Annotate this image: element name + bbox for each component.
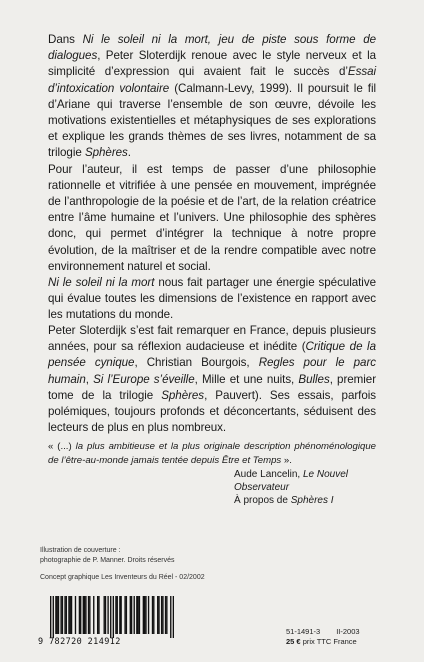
quote-about <box>48 494 376 507</box>
barcode-bar <box>110 596 111 638</box>
quote-lead: « (...) <box>48 441 76 452</box>
price-line <box>286 637 376 647</box>
barcode-bar <box>134 596 135 634</box>
barcode-bar <box>113 596 114 638</box>
barcode-bar <box>139 596 140 634</box>
text-run: , Christian Bourgois, <box>134 356 259 370</box>
book-title: Regles pour le parc humain <box>48 356 376 386</box>
barcode-bar <box>64 596 65 634</box>
book-code: 51-1491-3 <box>286 627 321 636</box>
barcode-bar <box>68 596 69 634</box>
design-credit: Concept graphique Les Inventeurs du Réel - 02/2002 <box>40 574 205 581</box>
barcode-bar <box>57 596 58 634</box>
barcode-bar <box>89 596 90 634</box>
quote-trail: ». <box>281 455 292 466</box>
barcode-bar <box>165 596 166 634</box>
barcode-bar <box>71 596 72 634</box>
barcode-bar <box>145 596 146 634</box>
barcode-bar <box>157 596 158 634</box>
barcode-bar <box>153 596 154 634</box>
press-quote <box>48 440 376 507</box>
text-run: Peter Sloterdijk s’est fait remarquer en France, depuis plusieurs années, pour sa réflexion audacieuse et inédite ( <box>48 324 376 354</box>
barcode-bar <box>173 596 174 638</box>
book-title: Sphères I <box>290 495 334 506</box>
barcode-bar <box>84 596 85 634</box>
barcode-bar <box>162 596 163 634</box>
barcode-bar <box>161 596 162 634</box>
barcode-bar <box>80 596 81 634</box>
barcode-bar <box>144 596 145 634</box>
text-run: (Calmann-Levy, 1999). Il poursuit le fil d’Ariane qui traverse l’ensemble de son œuvre, dévoile les motivations existentielles et métaphysiques de ses explorations et explique les grands thèmes de ses livres, notamment de sa trilogie <box>48 81 376 160</box>
quote-publication: Le Nouvel Observateur <box>234 469 348 493</box>
text-run: , <box>85 372 94 386</box>
barcode-bar <box>53 596 54 638</box>
barcode-bar <box>166 596 167 634</box>
barcode-bars <box>50 596 174 638</box>
quote-body: la plus ambitieuse et la plus originale description phénoménologique de l’être-au-monde jamais tentée depuis Être et Temps <box>48 441 376 466</box>
book-code-line <box>286 627 376 637</box>
book-title: Ni le soleil ni la mort <box>48 276 155 290</box>
barcode-bar <box>136 596 137 634</box>
barcode-bar <box>124 596 125 634</box>
barcode-bar <box>55 596 56 634</box>
text-run: À propos de <box>234 495 291 506</box>
book-title: Critique de la pensée cynique <box>48 340 376 370</box>
text-run: , Pauvert). Ses essais, parfois polémiques, toujours profonds et déconcertants, séduisent des lecteurs de plus en plus nombreux. <box>48 388 376 435</box>
barcode-bar <box>66 596 67 634</box>
book-title: Sphères <box>84 146 128 160</box>
paragraph-philosophy: Pour l’auteur, il est temps de passer d’une philosophie rationnelle et vitrifiée à une pensée en mouvement, imprégnée de l’anthropologie de la poésie et de l’art, de la relation créatrice entre l’âme humaine et l’univers. Une philosophie des sphères donc, qui permet d’intégrer la technique à notre propre évolution, de la maîtriser et de la rendre compatible avec notre environnement naturel et social. <box>48 162 376 273</box>
text-run: Dans <box>48 33 83 46</box>
barcode-bar <box>79 596 80 634</box>
barcode-bar <box>143 596 144 634</box>
barcode-bar <box>105 596 106 634</box>
barcode-bar <box>88 596 89 634</box>
barcode-bar <box>104 596 105 634</box>
barcode-bar <box>85 596 86 634</box>
barcode-bar <box>131 596 132 634</box>
price-label: prix TTC France <box>300 637 357 646</box>
price-amount: 25 € <box>286 637 301 646</box>
barcode-bar <box>120 596 121 634</box>
barcode-bar <box>152 596 153 634</box>
author-section <box>48 323 376 436</box>
barcode-bar <box>70 596 71 634</box>
barcode-bar <box>170 596 171 638</box>
barcode-bar <box>130 596 131 634</box>
barcode-digits: 9 782720 214912 <box>38 637 121 647</box>
book-title: Ni le soleil ni la mort, jeu de piste sous forme de dialogues <box>48 33 377 63</box>
barcode-bar <box>50 596 51 638</box>
barcode-bar <box>98 596 99 634</box>
text-run: , premier tome de la trilogie <box>48 372 377 402</box>
text-run: nous fait partager une énergie spéculative qui évalue toutes les dimensions de l’existence en rapport avec les mutations du monde. <box>48 276 376 322</box>
credit-line: Illustration de couverture : <box>40 547 121 554</box>
print-date: II-2003 <box>336 627 360 636</box>
barcode-bar <box>137 596 138 634</box>
quote-author: Aude Lancelin, <box>234 469 303 480</box>
barcode-bar <box>83 596 84 634</box>
book-title: Essai d’intoxication volontaire <box>48 65 376 95</box>
text-run: , Peter Sloterdijk renoue avec le style nerveux et la simplicité d’expression qui avaient fait le succès d’ <box>48 49 376 79</box>
price-box <box>286 627 376 647</box>
barcode-bar <box>115 596 116 634</box>
illustration-credits <box>40 546 175 566</box>
barcode-bar <box>107 596 108 634</box>
barcode-bar <box>158 596 159 634</box>
description-section <box>48 32 376 324</box>
quote-text <box>48 440 376 468</box>
paragraph-intro <box>48 32 376 162</box>
barcode-bar <box>148 596 149 634</box>
barcode-bar <box>75 596 76 634</box>
credit-line: photographie de P. Manner. Droits réservés <box>40 557 175 564</box>
barcode-bar <box>93 596 94 634</box>
barcode-bar <box>119 596 120 634</box>
paragraph-summary <box>48 275 376 324</box>
text-run: . <box>127 146 131 160</box>
book-title: Sphères <box>161 388 205 402</box>
book-title: Si l’Europe s’éveille <box>93 372 195 386</box>
barcode-bar <box>60 596 61 634</box>
paragraph-author <box>48 323 376 436</box>
barcode-bar <box>62 596 63 634</box>
text-run: , Mille et une nuits, <box>194 372 299 386</box>
barcode-bar <box>58 596 59 634</box>
quote-attribution <box>48 468 376 494</box>
barcode-bar <box>126 596 127 634</box>
book-title: Bulles <box>298 372 330 386</box>
barcode-bar <box>117 596 118 634</box>
barcode-bar <box>97 596 98 634</box>
